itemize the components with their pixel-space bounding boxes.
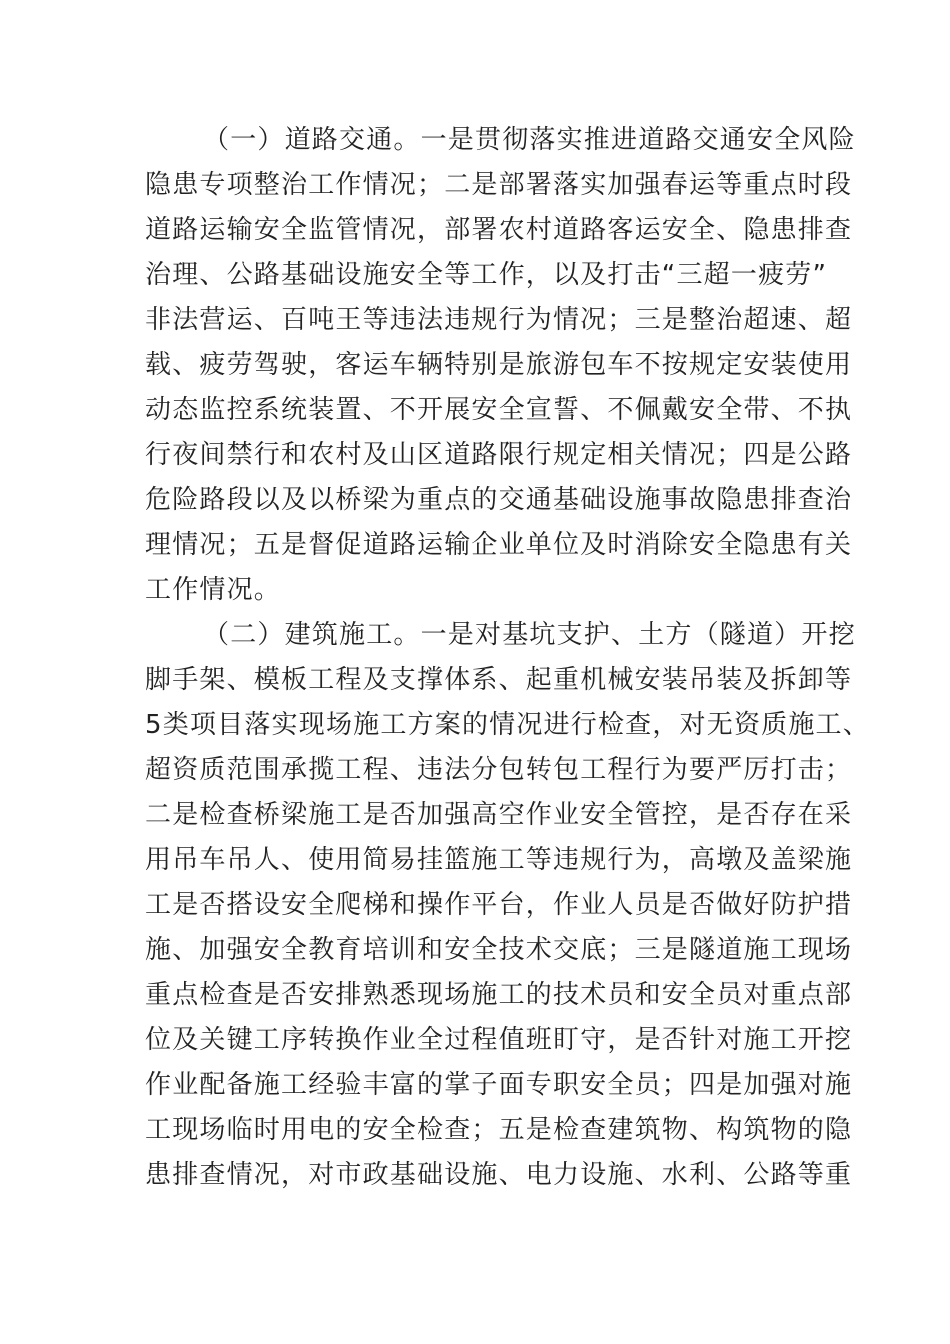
section-2-line-7: 工是否搭设安全爬梯和操作平台，作业人员是否做好防护措 [145,890,853,920]
section-1-line-10: 理情况；五是督促道路运输企业单位及时消除安全隐患有关 [145,530,853,560]
section-2-line-8: 施、加强安全教育培训和安全技术交底；三是隧道施工现场 [145,935,853,965]
section-1-line-2: 隐患专项整治工作情况；二是部署落实加强春运等重点时段 [145,170,853,200]
section-1-line-6: 载、疲劳驾驶，客运车辆特别是旅游包车不按规定安装使用 [145,350,853,380]
section-1-line-8: 行夜间禁行和农村及山区道路限行规定相关情况；四是公路 [145,440,853,470]
section-1-line-1: （一）道路交通。一是贯彻落实推进道路交通安全风险 [203,125,856,155]
section-1-line-5: 非法营运、百吨王等违法违规行为情况；三是整治超速、超 [145,305,853,335]
section-2-line-2: 脚手架、模板工程及支撑体系、起重机械安装吊装及拆卸等 [145,665,853,695]
section-2-line-5: 二是检查桥梁施工是否加强高空作业安全管控，是否存在采 [145,800,853,830]
section-1-line-9: 危险路段以及以桥梁为重点的交通基础设施事故隐患排查治 [145,485,853,515]
section-1-line-4: 治理、公路基础设施安全等工作，以及打击“三超一疲劳” [145,260,828,290]
section-2-line-6: 用吊车吊人、使用简易挂篮施工等违规行为，高墩及盖梁施 [145,845,853,875]
section-2-line-10: 位及关键工序转换作业全过程值班盯守，是否针对施工开挖 [145,1025,853,1055]
section-2-line-4: 超资质范围承揽工程、违法分包转包工程行为要严厉打击； [145,755,853,785]
document-body [145,118,870,1198]
section-2-line-13: 患排查情况，对市政基础设施、电力设施、水利、公路等重 [145,1160,853,1190]
section-1-line-3: 道路运输安全监管情况，部署农村道路客运安全、隐患排查 [145,215,853,245]
section-2-line-3: 5类项目落实现场施工方案的情况进行检查，对无资质施工、 [145,710,870,740]
section-2-line-1: （二）建筑施工。一是对基坑支护、土方（隧道）开挖 [203,620,856,650]
section-2-line-11: 作业配备施工经验丰富的掌子面专职安全员；四是加强对施 [145,1070,853,1100]
section-2-line-9: 重点检查是否安排熟悉现场施工的技术员和安全员对重点部 [145,980,853,1010]
section-2-line-12: 工现场临时用电的安全检查；五是检查建筑物、构筑物的隐 [145,1115,853,1145]
section-1-line-11: 工作情况。 [145,575,282,605]
section-1-line-7: 动态监控系统装置、不开展安全宣誓、不佩戴安全带、不执 [145,395,853,425]
